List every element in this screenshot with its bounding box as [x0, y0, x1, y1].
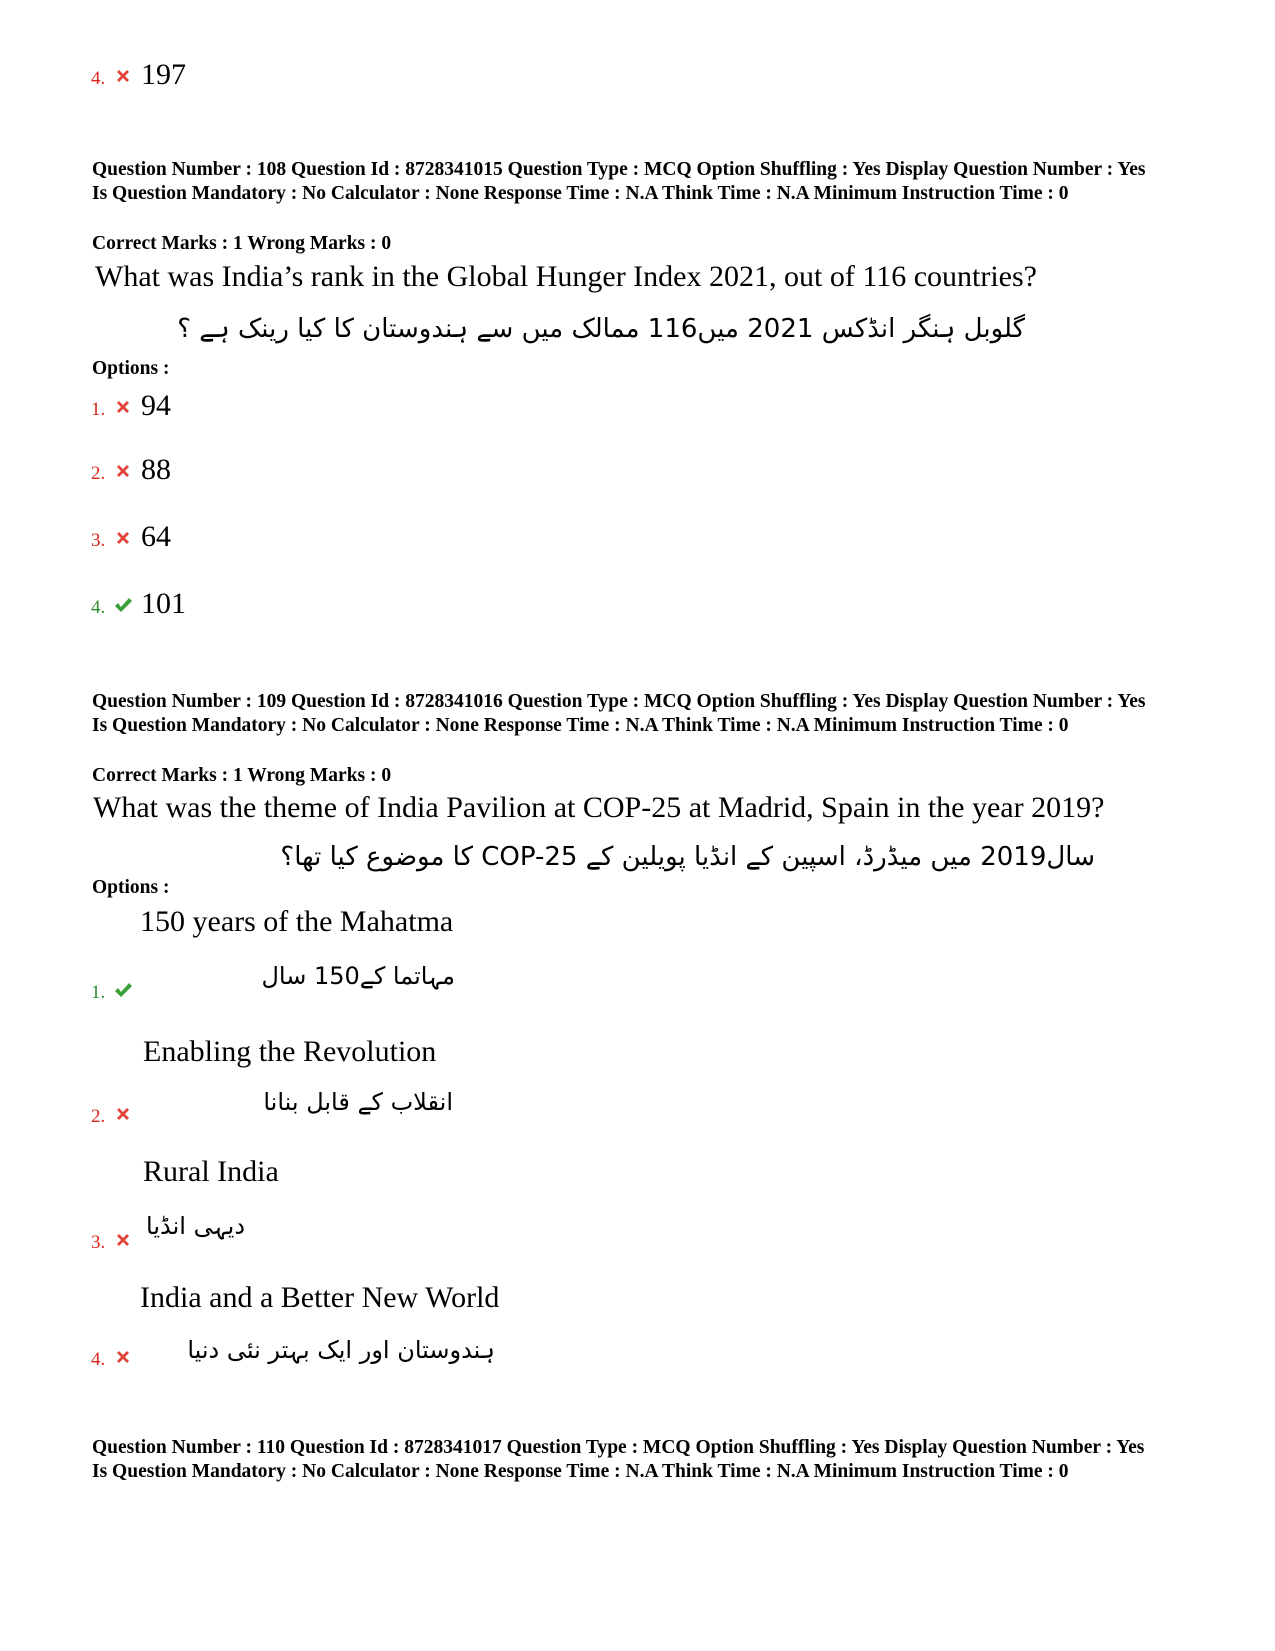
- cross-icon: [113, 528, 133, 548]
- option-row: [91, 58, 186, 92]
- option-text-en: India and a Better New World: [140, 1281, 500, 1314]
- option-row: [91, 389, 171, 423]
- option-row: [91, 453, 171, 487]
- options-label: Options :: [92, 877, 170, 898]
- option-value: 64: [141, 520, 171, 553]
- option-number: 4.: [91, 597, 106, 618]
- option-number: 3.: [91, 530, 106, 551]
- question-meta: Question Number : 108 Question Id : 8728341015 Question Type : MCQ Option Shuffling : Yes Display Question Number : Yes Is Question Mandatory : No Calculator : None Response Time : N.A Think Time : N.A Minimum Instruction Time : 0: [92, 159, 1146, 204]
- marks-line: Correct Marks : 1 Wrong Marks : 0: [92, 233, 392, 254]
- question-text-ur: گلوبل ہنگر انڈکس 2021 میں116 ممالک میں سے ہندوستان کا کیا رینک ہے ؟: [177, 314, 1025, 344]
- option-number: 3.: [91, 1232, 106, 1253]
- cross-icon: [113, 1230, 133, 1250]
- option-value: 94: [141, 389, 171, 422]
- option-text-en: Rural India: [143, 1155, 279, 1188]
- options-label: Options :: [92, 358, 170, 379]
- marks-line: Correct Marks : 1 Wrong Marks : 0: [92, 765, 392, 786]
- check-icon: [113, 595, 133, 615]
- question-text-ur: سال2019 میں میڈرڈ، اسپین کے انڈیا پویلین کے COP-25 کا موضوع کیا تھا؟: [280, 842, 1095, 872]
- option-row: [91, 1345, 141, 1371]
- option-number: 1.: [91, 982, 106, 1003]
- question-text-en: What was the theme of India Pavilion at COP-25 at Madrid, Spain in the year 2019?: [93, 791, 1105, 824]
- option-number: 2.: [91, 463, 106, 484]
- cross-icon: [113, 397, 133, 417]
- cross-icon: [113, 1104, 133, 1124]
- option-number: 4.: [91, 1349, 106, 1370]
- question-meta: Question Number : 109 Question Id : 8728341016 Question Type : MCQ Option Shuffling : Yes Display Question Number : Yes Is Question Mandatory : No Calculator : None Response Time : N.A Think Time : N.A Minimum Instruction Time : 0: [92, 691, 1146, 736]
- option-text-ur: مہاتما کے150 سال: [261, 962, 455, 990]
- option-number: 2.: [91, 1106, 106, 1127]
- check-icon: [113, 980, 133, 1000]
- option-text-en: 150 years of the Mahatma: [140, 905, 454, 938]
- option-text-ur: انقلاب کے قابل بنانا: [263, 1088, 453, 1116]
- option-number: 4.: [91, 68, 106, 89]
- cross-icon: [113, 66, 133, 86]
- cross-icon: [113, 1347, 133, 1367]
- option-value: 197: [141, 58, 186, 91]
- option-row: [91, 978, 141, 1004]
- option-row: [91, 520, 171, 554]
- option-row: [91, 1228, 141, 1254]
- option-text-en: Enabling the Revolution: [143, 1035, 437, 1068]
- option-row: [91, 587, 186, 621]
- question-meta: Question Number : 110 Question Id : 8728341017 Question Type : MCQ Option Shuffling : Yes Display Question Number : Yes Is Question Mandatory : No Calculator : None Response Time : N.A Think Time : N.A Minimum Instruction Time : 0: [92, 1437, 1145, 1482]
- option-text-ur: ہندوستان اور ایک بہتر نئی دنیا: [187, 1336, 495, 1364]
- option-value: 101: [141, 587, 186, 620]
- question-text-en: What was India’s rank in the Global Hunger Index 2021, out of 116 countries?: [95, 260, 1037, 293]
- option-value: 88: [141, 453, 171, 486]
- option-text-ur: دیہی انڈیا: [146, 1212, 245, 1240]
- option-row: [91, 1102, 141, 1128]
- cross-icon: [113, 461, 133, 481]
- option-number: 1.: [91, 399, 106, 420]
